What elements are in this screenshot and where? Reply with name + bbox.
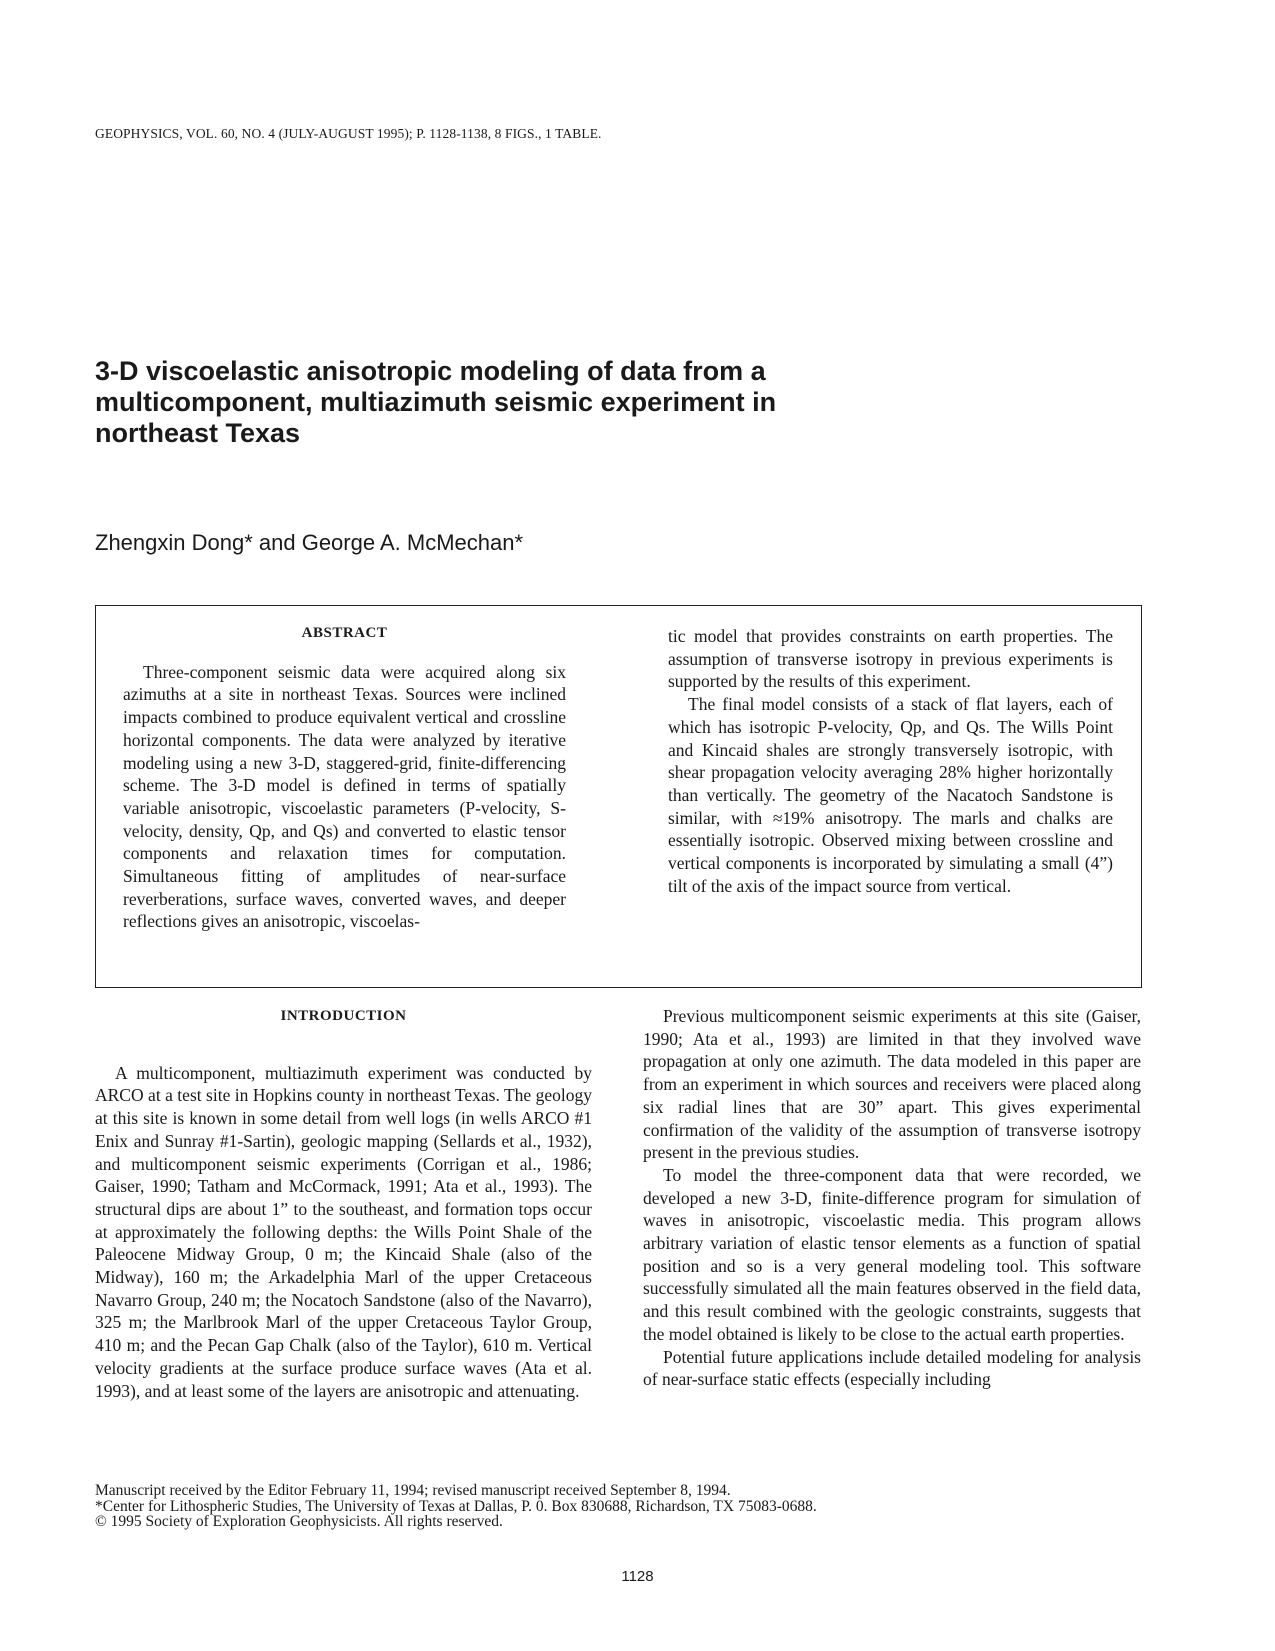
author-list: Zhengxin Dong* and George A. McMechan* xyxy=(95,530,524,555)
footnote-received: Manuscript received by the Editor February 11, 1994; revised manuscript received September 8, 1994. xyxy=(95,1482,731,1499)
introduction-right-column xyxy=(643,1005,1141,1391)
introduction-left-column xyxy=(95,1005,592,1402)
article-title: 3-D viscoelastic anisotropic modeling of data from a multicomponent, multiazimuth seismic experiment in northeast Texas xyxy=(95,356,777,448)
body-paragraph: To model the three-component data that were recorded, we developed a new 3-D, finite-difference program for simulation of waves in anisotropic, viscoelastic media. This program allows arbitrary variation of elastic tensor elements as a function of spatial position and so is a very general modeling tool. This software successfully simulated all the main features observed in the field data, and this result combined with the geologic constraints, suggests that the model obtained is likely to be close to the actual earth properties. xyxy=(643,1164,1141,1344)
footnotes xyxy=(95,1483,1135,1530)
body-paragraph: A multicomponent, multiazimuth experiment was conducted by ARCO at a test site in Hopkins county in northeast Texas. The geology at this site is known in some detail from well logs (in wells ARCO #1 Enix and Sunray #1-Sartin), geologic mapping (Sellards et al., 1932), and multicomponent seismic experiments (Corrigan et al., 1986; Gaiser, 1990; Tatham and McCormack, 1991; Ata et al., 1993). The structural dips are about 1” to the southeast, and formation tops occur at approximately the following depths: the Wills Point Shale of the Paleocene Midway Group, 0 m; the Kincaid Shale (also of the Midway), 160 m; the Arkadelphia Marl of the upper Cretaceous Navarro Group, 240 m; the Nocatoch Sandstone (also of the Navarro), 325 m; the Marlbrook Marl of the upper Cretaceous Taylor Group, 410 m; and the Pecan Gap Chalk (also of the Taylor), 610 m. Vertical velocity gradients at the surface produce surface waves (Ata et al. 1993), and at least some of the layers are anisotropic and attenuating. xyxy=(95,1062,592,1401)
body-paragraph: Previous multicomponent seismic experiments at this site (Gaiser, 1990; Ata et al., 1993) are limited in that they involved wave propagation at only one azimuth. The data modeled in this paper are from an experiment in which sources and receivers were placed along six radial lines that are 30” apart. This gives experimental confirmation of the validity of the assumption of transverse isotropy present in the previous studies. xyxy=(643,1006,1141,1163)
abstract-paragraph: Three-component seismic data were acquired along six azimuths at a site in northeast Texas. Sources were inclined impacts combined to produce equivalent vertical and crossline horizontal components. The data were analyzed by iterative modeling using a new 3-D, staggered-grid, finite-differencing scheme. The 3-D model is defined in terms of spatially variable anisotropic, viscoelastic parameters (P-velocity, S-velocity, density, Qp, and Qs) and converted to elastic tensor components and relaxation times for computation. Simultaneous fitting of amplitudes of near-surface reverberations, surface waves, converted waves, and deeper reflections gives an anisotropic, viscoelas- xyxy=(123,661,566,932)
abstract-right-column xyxy=(668,625,1113,897)
abstract-paragraph: tic model that provides constraints on earth properties. The assumption of transverse isotropy in previous experiments is supported by the results of this experiment. xyxy=(668,626,1113,692)
running-head: GEOPHYSICS, VOL. 60, NO. 4 (JULY-AUGUST 1995); P. 1128-1138, 8 FIGS., 1 TABLE. xyxy=(95,126,602,141)
footnote-affiliation: *Center for Lithospheric Studies, The University of Texas at Dallas, P. 0. Box 830688, Richardson, TX 75083-0688. xyxy=(95,1497,817,1515)
abstract-heading: ABSTRACT xyxy=(301,625,388,641)
introduction-heading: INTRODUCTION xyxy=(280,1008,407,1024)
footnote-copyright: © 1995 Society of Exploration Geophysicists. All rights reserved. xyxy=(95,1513,503,1530)
page-number: 1128 xyxy=(621,1568,654,1585)
abstract-paragraph: The final model consists of a stack of flat layers, each of which has isotropic P-velocity, Qp, and Qs. The Wills Point and Kincaid shales are strongly transversely isotropic, with shear propagation velocity averaging 28% higher horizontally than vertically. The geometry of the Nacatoch Sandstone is similar, with ≈19% anisotropy. The marls and chalks are essentially isotropic. Observed mixing between crossline and vertical components is incorporated by simulating a small (4”) tilt of the axis of the impact source from vertical. xyxy=(668,694,1113,896)
abstract-left-column xyxy=(123,622,566,933)
body-paragraph: Potential future applications include detailed modeling for analysis of near-surface static effects (especially including xyxy=(643,1346,1141,1390)
